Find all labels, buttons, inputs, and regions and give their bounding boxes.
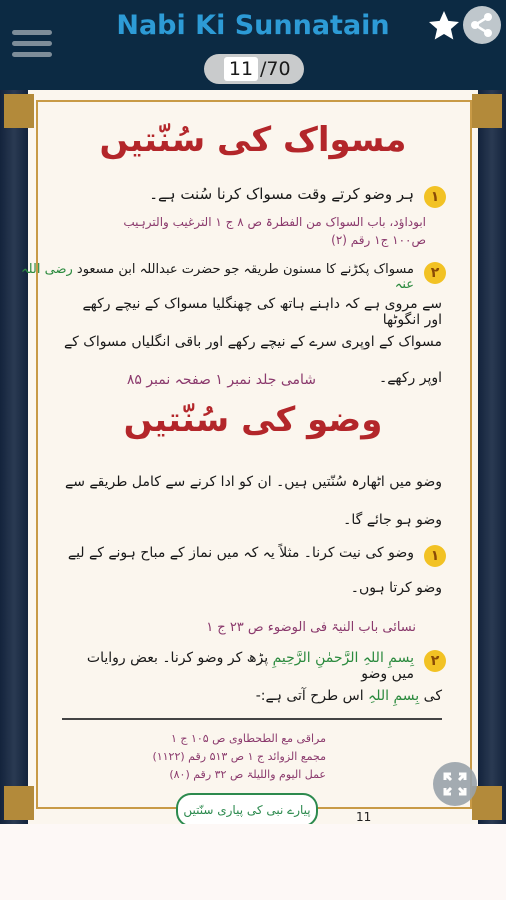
item1-text: ہر وضو کرتے وقت مسواک کرنا سُنت ہے۔ — [149, 185, 414, 203]
item2-line2: سے مروی ہے کہ داہنے ہاتھ کی چھنگلیا مسواک کے نیچے رکھے اور انگوٹھا — [82, 296, 442, 328]
w2-line1 — [64, 650, 414, 682]
app-title: Nabi Ki Sunnatain — [116, 10, 390, 41]
star-icon[interactable] — [426, 8, 462, 44]
page-border-right — [478, 90, 506, 824]
corner-ornament — [4, 786, 34, 820]
w1-line2: وضو کرتا ہوں۔ — [350, 580, 442, 596]
item2-line1-text: مسواک پکڑنے کا مسنون طریقہ جو حضرت عبداللہ ابن مسعود — [76, 262, 414, 277]
page-number-input[interactable]: 11 — [224, 57, 258, 81]
w1-line1: وضو کی نیت کرنا۔ مثلاً یہ کہ میں نماز کے مباح ہونے کے لیے — [67, 545, 414, 561]
w2-line2 — [256, 688, 442, 704]
page-total: /70 — [260, 58, 291, 80]
footnote: عمل الیوم واللیلۃ ص ۳۲ رقم (۸۰) — [169, 768, 326, 781]
item1-reference: ابوداؤد، باب السواک من الفطرۃ ص ۸ ج ۱ الترغیب والترہیب ص۱۰۰ ج۱ رقم (۲) — [123, 215, 426, 247]
wudu-intro-line1: وضو میں اٹھارہ سُنّتیں ہیں۔ ان کو ادا کرنے سے کامل طریقے سے — [64, 474, 442, 490]
top-app-bar — [0, 0, 506, 90]
wudu-intro-line2: وضو ہو جائے گا۔ — [343, 512, 442, 528]
item2-reference: شامی جلد نمبر ۱ صفحہ نمبر ۸۵ — [126, 372, 316, 388]
item-number: ٢ — [424, 650, 446, 672]
w2-line1-text: پڑھ کر وضو کرنا۔ بعض روایات میں وضو — [86, 650, 414, 682]
bottom-blank-area — [0, 824, 506, 900]
w2-line2-prefix: کی — [423, 688, 442, 704]
footnote: مراقی مع الطحطاوی ص ۱۰۵ ج ۱ — [170, 732, 326, 745]
w2-line2-text: اس طرح آتی ہے:- — [255, 688, 364, 704]
item2-line4: اوپر رکھے۔ — [378, 370, 442, 386]
page-pager — [204, 54, 304, 84]
item2-line1 — [0, 262, 414, 292]
page-border-left — [0, 90, 28, 824]
expand-icon[interactable] — [433, 762, 477, 806]
honorific: رضی اللہ عنہ — [20, 262, 414, 292]
footnote-divider — [62, 718, 442, 720]
page-number-label: 11 — [356, 810, 372, 824]
w1-reference: نسائی باب النیۃ فی الوضوء ص ۲۳ ج ۱ — [206, 620, 416, 635]
heading-miswak: مسواک کی سُنّتیں — [99, 120, 407, 160]
basmala-text: بِسمِ اللہِ الرَّحمٰنِ الرَّحِیمِ — [272, 650, 414, 666]
item2-line3: مسواک کے اوپری سرے کے نیچے رکھے اور باقی انگلیاں مسواک کے — [63, 334, 442, 350]
item-number: ١ — [424, 186, 446, 208]
item-number: ٢ — [424, 262, 446, 284]
share-icon[interactable] — [463, 6, 501, 44]
book-footer-badge: پیارے نبی کی پیاری سنّتیں — [176, 793, 318, 827]
footnote: مجمع الزوائد ج ۱ ص ۵۱۳ رقم (۱۱۲۲) — [152, 750, 326, 763]
basmala-short: بِسمِ اللہِ — [368, 688, 420, 704]
heading-wudu: وضو کی سُنّتیں — [123, 400, 383, 440]
item-number: ١ — [424, 545, 446, 567]
